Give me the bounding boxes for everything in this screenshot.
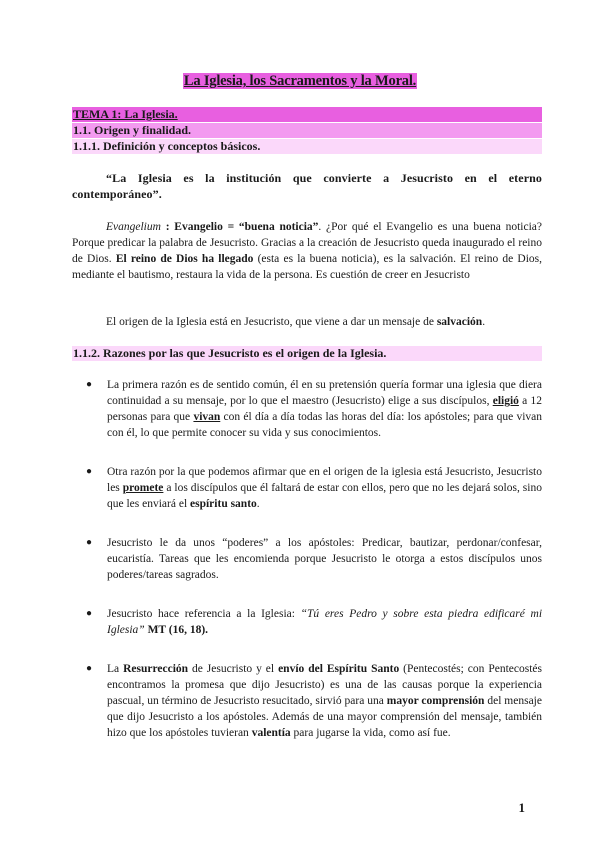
colon: : <box>160 221 175 233</box>
reino-de-dios-highlight: El reino de Dios ha llegado <box>115 253 254 265</box>
text: para jugarse la vida, como así fue. <box>290 727 451 739</box>
espiritu-santo-highlight: espíritu santo <box>190 498 257 510</box>
text: . <box>482 316 486 328</box>
text: Jesucristo le da unos “poderes” a los apóstoles: Predicar, bautizar, perdonar/confesar, eucaristía. Tareas que les encomienda porque Jesucristo le otorga a estos discípulos unos poderes/tareas sagrados. <box>107 537 542 581</box>
reasons-list <box>72 377 542 741</box>
text: del mensaje que dijo Jesucristo a los apóstoles. Además de una mayor comprensión del mensaje, también hizo que los apóstoles tuvieran <box>107 695 542 739</box>
text: Jesucristo hace referencia a la Iglesia: <box>107 608 301 620</box>
text: de Jesucristo y el <box>188 663 279 675</box>
paragraph-evangelium <box>72 219 542 283</box>
bible-reference: MT (16, 18). <box>144 624 209 636</box>
text: (Pentecostés; con Pentecostés encontramos la promesa que dijo Jesucristo) es una de las causas porque la experiencia pascual, un término de Jesucristo resucitado, sirvió para una <box>107 663 542 707</box>
envio-espiritu-highlight: envío del Espíritu Santo <box>278 663 400 675</box>
definition-quote: “La Iglesia es la institución que convierte a Jesucristo en el eterno contemporáneo”. <box>72 171 542 201</box>
resurreccion-highlight: Resurrección <box>123 663 189 675</box>
bullet-icon: ● <box>86 608 93 619</box>
text: . <box>256 498 260 510</box>
page-number: 1 <box>518 800 525 815</box>
text: con él día a día todas las horas del día: los apóstoles; para que vivan con él, lo que permite conocer su vida y sus conocimientos. <box>107 411 542 439</box>
bullet-icon: ● <box>86 379 93 390</box>
bible-quote: “Tú eres Pedro y sobre esta piedra edificaré mi Iglesia” <box>107 608 543 636</box>
mayor-comprension-highlight: mayor comprensión <box>386 695 485 707</box>
heading-tema-1: TEMA 1: La Iglesia. <box>72 107 542 122</box>
promete-highlight: promete <box>122 482 164 494</box>
document-title <box>0 73 600 90</box>
text: a los discípulos que él faltará de estar con ellos, pero que no les dejará solos, sino que les enviará el <box>107 482 542 510</box>
evangelio-definition: Evangelio = “buena noticia” <box>174 221 319 233</box>
text: (esta es la buena noticia), es la salvación. El reino de Dios, mediante el bautismo, restaura la vida de la persona. Es cuestión de creer en Jesucristo <box>72 253 543 281</box>
text: Otra razón por la que podemos afirmar que en el origen de la iglesia está Jesucristo, Jesucristo les <box>107 466 542 494</box>
heading-definicion-conceptos: 1.1.1. Definición y conceptos básicos. <box>72 139 542 154</box>
paragraph-origen <box>72 314 542 330</box>
list-item <box>72 535 542 583</box>
salvacion-highlight: salvación <box>436 316 483 328</box>
eligio-highlight: eligió <box>492 395 519 407</box>
document-title-text: La Iglesia, los Sacramentos y la Moral. <box>183 73 417 89</box>
list-item <box>72 464 542 512</box>
heading-origen-finalidad: 1.1. Origen y finalidad. <box>72 123 542 138</box>
vivan-highlight: vivan <box>193 411 221 423</box>
text: a 12 personas para que <box>107 395 542 423</box>
bullet-icon: ● <box>86 537 93 548</box>
list-item <box>72 606 542 638</box>
text: . ¿Por qué el Evangelio es una buena noticia? Porque predicar la palabra de Jesucristo. Gracias a la creación de Jesucristo queda inaugurado el reino de Dios. <box>72 221 542 265</box>
bullet-icon: ● <box>86 466 93 477</box>
text: El origen de la Iglesia está en Jesucristo, que viene a dar un mensaje de <box>106 316 437 328</box>
text: La primera razón es de sentido común, él en su pretensión quería formar una iglesia que diera continuidad a su mensaje, por lo que el maestro (Jesucristo) elige a sus discípulos, <box>107 379 542 407</box>
list-item <box>72 661 542 741</box>
text: La <box>107 663 124 675</box>
list-item <box>72 377 542 441</box>
bullet-icon: ● <box>86 663 93 674</box>
evangelium-term: Evangelium <box>106 221 161 233</box>
valentia-highlight: valentía <box>251 727 291 739</box>
heading-razones: 1.1.2. Razones por las que Jesucristo es el origen de la Iglesia. <box>72 346 542 361</box>
